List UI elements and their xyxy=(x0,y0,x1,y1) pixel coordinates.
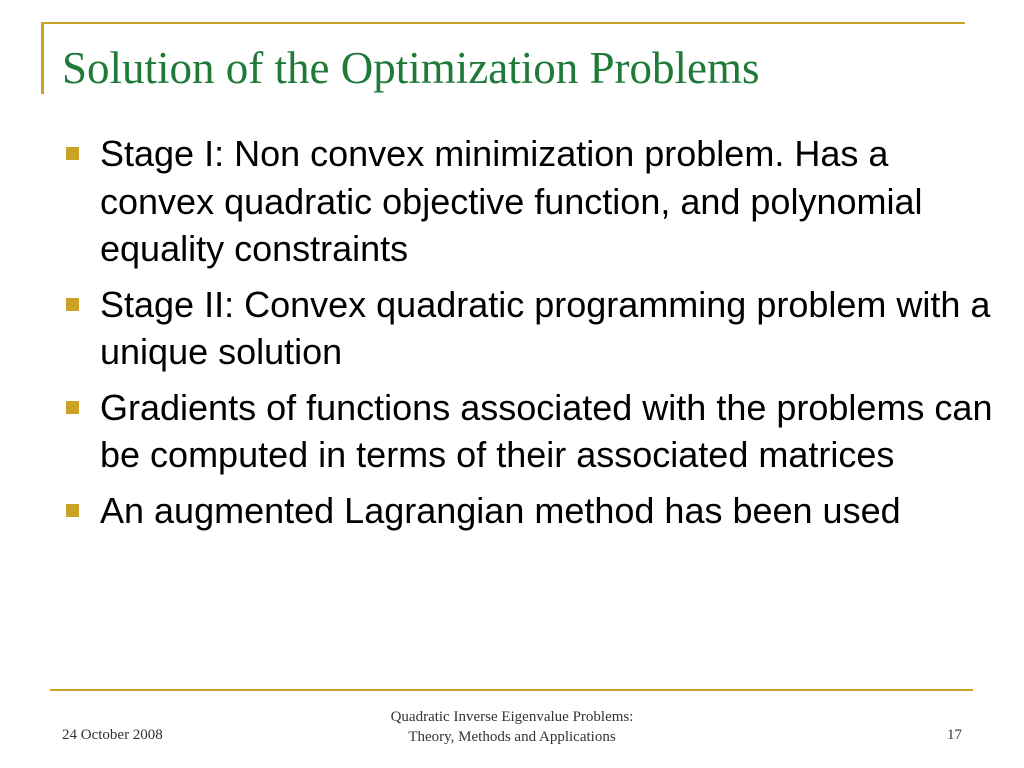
bullet-list xyxy=(62,130,997,542)
slide-number: 17 xyxy=(947,727,962,743)
square-bullet-icon xyxy=(66,504,79,517)
bullet-text: Stage I: Non convex minimization problem. Has a convex quadratic objective function, and polynomial equality constraints xyxy=(100,133,923,269)
square-bullet-icon xyxy=(66,298,79,311)
footer-title-line-1: Quadratic Inverse Eigenvalue Problems: xyxy=(390,709,634,725)
footer-date: 24 October 2008 xyxy=(62,727,163,743)
bullet-text: An augmented Lagrangian method has been used xyxy=(100,489,901,531)
footer-presentation-title xyxy=(362,707,662,747)
bullet-item xyxy=(62,130,997,273)
footer-title-line-2: Theory, Methods and Applications xyxy=(408,729,616,745)
bullet-item xyxy=(62,281,997,376)
bullet-text: Stage II: Convex quadratic programming problem with a unique solution xyxy=(100,283,991,372)
bullet-item xyxy=(62,487,997,535)
title-accent-vertical-line xyxy=(41,22,44,94)
footer-divider xyxy=(50,689,973,691)
square-bullet-icon xyxy=(66,147,79,160)
slide-title: Solution of the Optimization Problems xyxy=(62,43,760,93)
bullet-item xyxy=(62,384,997,479)
bullet-text: Gradients of functions associated with the problems can be computed in terms of their associated matrices xyxy=(100,386,993,475)
title-accent-horizontal-line xyxy=(41,22,965,24)
square-bullet-icon xyxy=(66,401,79,414)
